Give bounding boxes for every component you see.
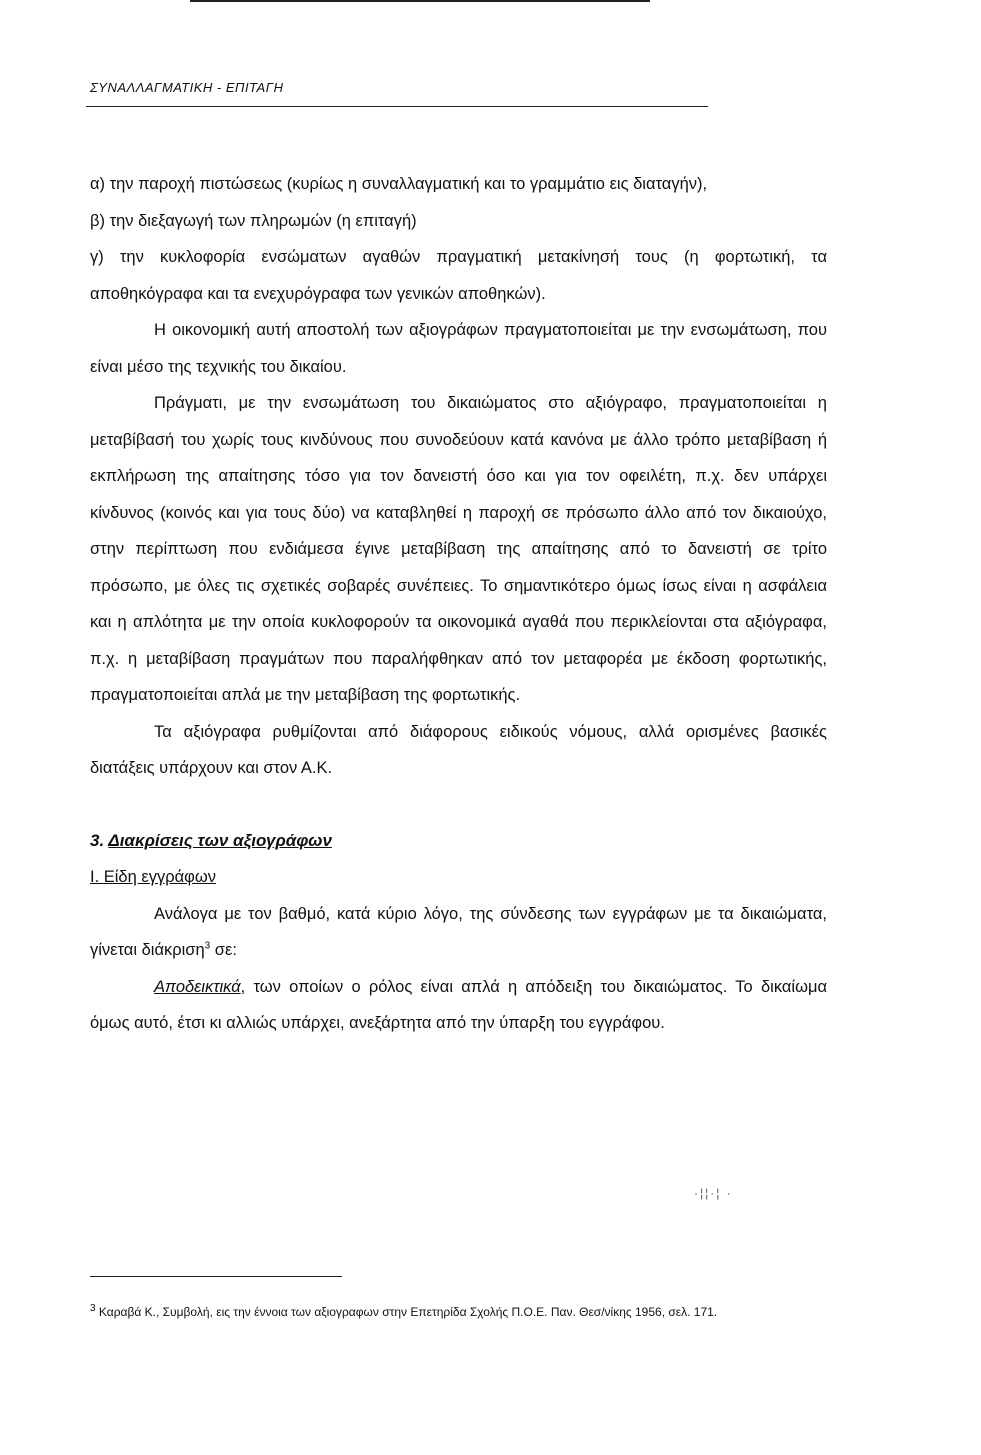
- term-evidentiary: Αποδεικτικά: [154, 977, 241, 996]
- body-text: [90, 166, 827, 1042]
- classification-intro: Ανάλογα με τον βαθμό, κατά κύριο λόγο, της σύνδεσης των εγγράφων με τα δικαιώματα, γίνεται διάκριση: [90, 904, 827, 959]
- footnote: [90, 1297, 838, 1327]
- header-rule: [86, 106, 708, 107]
- paragraph-regulation: Τα αξιόγραφα ρυθμίζονται από διάφορους ειδικούς νόμους, αλλά ορισμένες βασικές διατάξεις υπάρχουν και στον Α.Κ.: [90, 722, 827, 777]
- footnote-marker: 3: [90, 1303, 96, 1314]
- section-title: Διακρίσεις των αξιογράφων: [108, 830, 332, 850]
- footnote-text-line: [90, 1297, 838, 1327]
- paragraph-a: α) την παροχή πιστώσεως (κυρίως η συναλλαγματική και το γραμμάτιο εις διαταγήν),: [90, 175, 708, 193]
- scan-edge-line: [190, 0, 650, 2]
- scan-noise: ·¦¦·¦ ·: [694, 1186, 733, 1200]
- running-header: ΣΥΝΑΛΛΑΓΜΑΤΙΚΗ - ΕΠΙΤΑΓΗ: [90, 80, 284, 95]
- section-heading: [90, 823, 827, 860]
- footnote-reference: 3: [204, 940, 211, 952]
- subsection-heading: [90, 859, 827, 896]
- paragraph-b: β) την διεξαγωγή των πληρωμών (η επιταγή): [90, 211, 417, 230]
- paragraph-evidentiary: [90, 969, 827, 1042]
- footnote-text: Καραβά Κ., Συμβολή, εις την έννοια των αξιογραφων στην Επετηρίδα Σχολής Π.Ο.Ε. Παν. Θεσ/νίκης 1956, σελ. 171.: [95, 1305, 718, 1319]
- paragraph-classification: [90, 896, 827, 969]
- subsection-title: Ι. Είδη εγγράφων: [90, 868, 216, 886]
- section-number: 3.: [90, 830, 105, 850]
- classification-intro-end: σε:: [210, 941, 237, 959]
- paragraph-economic-mission: Η οικονομική αυτή αποστολή των αξιογράφων πραγματοποιείται με την ενσωμάτωση, που είναι μέσο της τεχνικής του δικαίου.: [90, 321, 827, 376]
- term-description: , των οποίων ο ρόλος είναι απλά η απόδειξη του δικαιώματος. Το δικαίωμα όμως αυτό, έτσι κι αλλιώς υπάρχει, ανεξάρτητα από την ύπαρξη του εγγράφου.: [90, 977, 827, 1032]
- paragraph-c: γ) την κυκλοφορία ενσώματων αγαθών πραγματική μετακίνησή τους (η φορτωτική, τα αποθηκόγραφα και τα ενεχυρόγραφα των γενικών αποθηκών).: [90, 248, 827, 303]
- paragraph-incorporation: Πράγματι, με την ενσωμάτωση του δικαιώματος στο αξιόγραφο, πραγματοποιείται η μεταβίβασή του χωρίς τους κινδύνους που συνοδεύουν κατά κανόνα με άλλο τρόπο μεταβίβαση ή εκπλήρωση της απαίτησης τόσο για τον δανειστή όσο και για τον οφειλέτη, π.χ. δεν υπάρχει κίνδυνος (κοινός και για τους δύο) να καταβληθεί η παροχή σε πρόσωπο άλλο από τον δικαιούχο, στην περίπτωση που ενδιάμεσα έγινε μεταβίβαση της απαίτησης από το δανειστή σε τρίτο πρόσωπο, με όλες τις σχετικές σοβαρές συνέπειες. Το σημαντικότερο όμως ίσως είναι η ασφάλεια και η απλότητα με την οποία κυκλοφορούν τα οικονομικά αγαθά που περικλείονται στα αξιόγραφα, π.χ. η μεταβίβαση πραγμάτων που παραλήφθηκαν από τον μεταφορέα με έκδοση φορτωτικής, πραγματοποιείται απλά με την μεταβίβαση της φορτωτικής.: [90, 394, 827, 704]
- footnote-rule: [90, 1276, 342, 1277]
